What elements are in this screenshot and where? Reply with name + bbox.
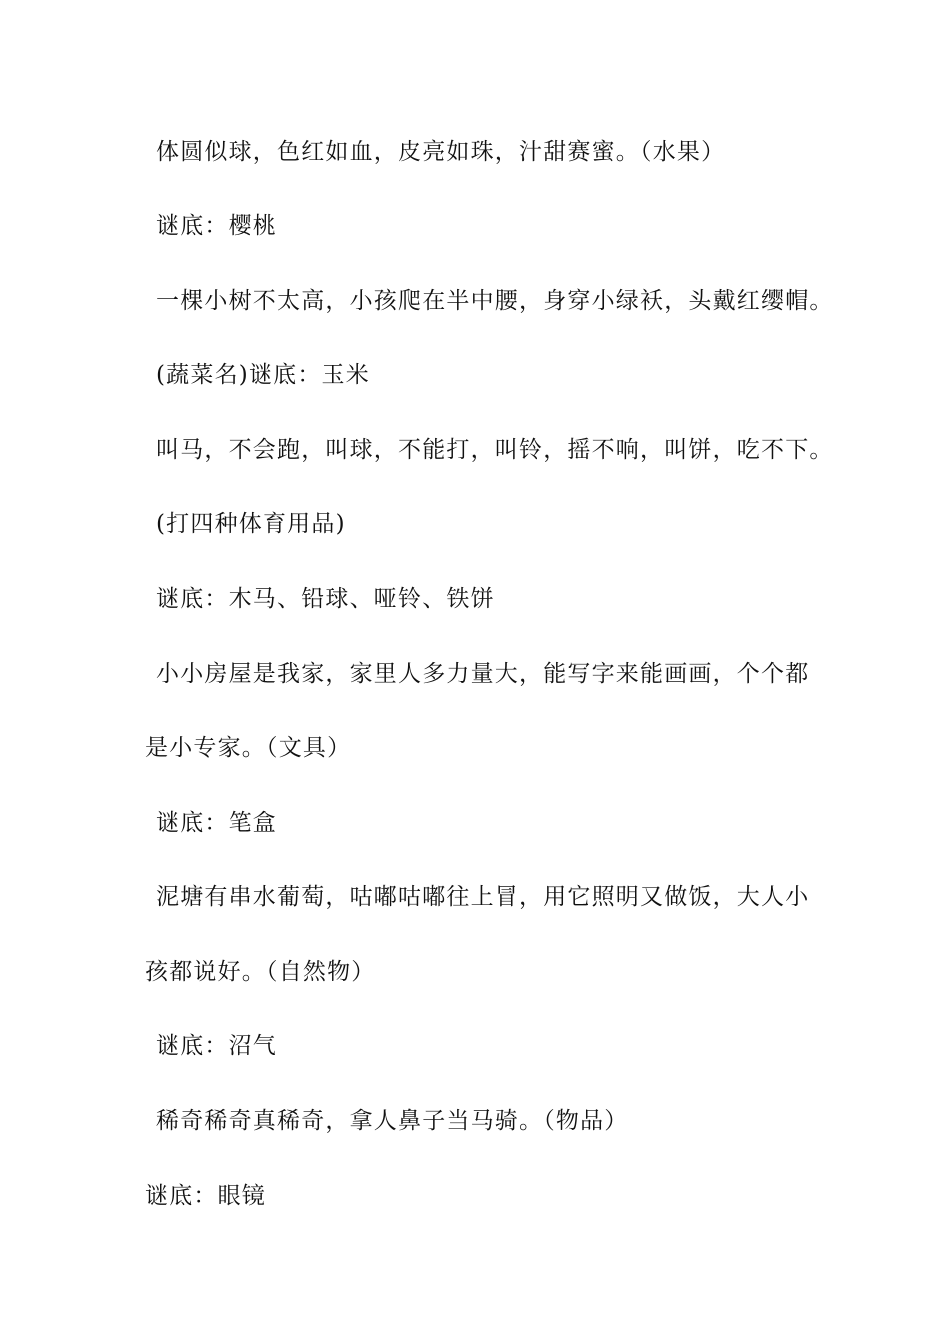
riddle-3-answer: 谜底：木马、铅球、哑铃、铁饼 [156, 586, 495, 612]
riddle-5-text: 泥塘有串水葡萄，咕嘟咕嘟往上冒，用它照明又做饭，大人小 [156, 884, 810, 910]
riddle-3-text: 叫马，不会跑，叫球，不能打，叫铃，摇不响，叫饼，吃不下。 [156, 437, 834, 463]
riddle-5-answer: 谜底：沼气 [156, 1033, 277, 1059]
riddle-6-text: 稀奇稀奇真稀奇，拿人鼻子当马骑。（物品） [156, 1108, 629, 1134]
riddle-5-text-continued: 孩都说好。（自然物） [145, 959, 376, 985]
riddle-2-answer: (蔬菜名)谜底：玉米 [156, 362, 370, 388]
riddle-1-answer: 谜底：樱桃 [156, 213, 277, 239]
riddle-3-category: (打四种体育用品) [156, 511, 346, 537]
riddle-4-answer: 谜底：笔盒 [156, 810, 277, 836]
riddle-1-text: 体圆似球，色红如血，皮亮如珠，汁甜赛蜜。（水果） [156, 139, 726, 165]
riddle-4-text-continued: 是小专家。（文具） [145, 735, 352, 761]
riddle-6-answer: 谜底：眼镜 [145, 1183, 266, 1209]
riddle-4-text: 小小房屋是我家，家里人多力量大，能写字来能画画，个个都 [156, 661, 810, 687]
riddle-2-text: 一棵小树不太高，小孩爬在半中腰，身穿小绿袄，头戴红缨帽。 [156, 288, 834, 314]
